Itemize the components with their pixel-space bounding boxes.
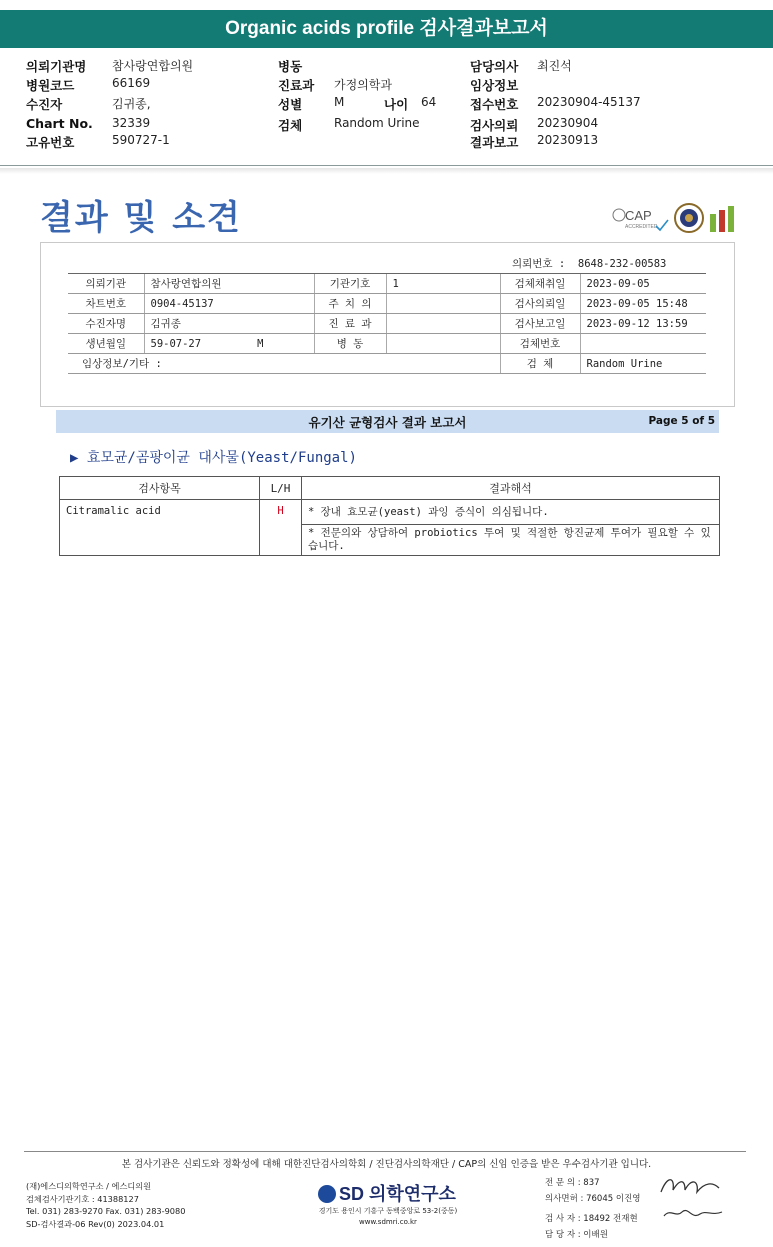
header-value: 참사랑연합의원: [112, 59, 194, 73]
header-label: 수진자: [26, 97, 63, 112]
info-value: [386, 294, 500, 314]
signature-2: [660, 1202, 730, 1228]
header-label: 결과보고: [470, 135, 519, 150]
signature-1: [655, 1172, 727, 1206]
footer-address: 경기도 용인시 기흥구 동백중앙로 53-2(중동) www.sdmri.co.kr: [318, 1207, 458, 1226]
info-value: [386, 314, 500, 334]
header-label: 병동: [278, 59, 303, 74]
info-label: 검체채취일: [500, 274, 580, 294]
header-divider: [0, 165, 773, 166]
section-heading: ▶ 효모균/곰팡이균 대사물(Yeast/Fungal): [70, 450, 357, 466]
lab-logo: [708, 204, 736, 238]
header-value: 32339: [112, 116, 151, 130]
header-label: 검사의뢰: [470, 118, 519, 133]
header-label: 고유번호: [26, 135, 75, 150]
header-value: 20230913: [537, 133, 599, 147]
header-value: 최진석: [537, 59, 572, 73]
header-value: 20230904: [537, 116, 599, 130]
footer-lab-info: (재)에스디의학연구소 / 에스디의원 검체검사기관기호 : 41388127 Tel. 031) 283-9270 Fax. 031) 283-9080 SD-검사결과-06 Rev(0) 2023.04.01: [26, 1181, 186, 1229]
info-value: 2023-09-12 13:59: [580, 314, 706, 334]
col-header-interpretation: 결과해석: [302, 477, 720, 500]
gender-value: M: [257, 337, 264, 350]
info-label: 수진자명: [68, 314, 144, 334]
info-label: 주 치 의: [314, 294, 386, 314]
header-label: Chart No.: [26, 116, 93, 131]
col-header-item: 검사항목: [60, 477, 260, 500]
results-title: 결과 및 소견: [40, 198, 242, 238]
header-label: 진료과: [278, 78, 315, 93]
specimen-value: Random Urine: [580, 354, 706, 374]
info-value: 59-07-27 M: [144, 334, 314, 354]
result-item: Citramalic acid: [60, 500, 260, 556]
footer-signatories: 전 문 의 : 837 의사면허 : 76045 이진영 검 사 자 : 18492 전재현 담 당 자 : 이배원: [545, 1178, 641, 1240]
info-value: [580, 334, 706, 354]
header-label: 병원코드: [26, 78, 75, 93]
info-label: 병 동: [314, 334, 386, 354]
header-value: 66169: [112, 76, 151, 90]
info-label: 검체번호: [500, 334, 580, 354]
svg-text:ACCREDITED: ACCREDITED: [625, 224, 658, 230]
request-number: 의뢰번호 : 8648-232-00583: [512, 258, 667, 270]
clinical-info: 임상정보/기타 :: [68, 354, 500, 374]
info-label: 생년월일: [68, 334, 144, 354]
info-label: 의뢰기관: [68, 274, 144, 294]
info-value: 참사랑연합의원: [144, 274, 314, 294]
age-label: 나이: [384, 97, 409, 112]
page-indicator: Page 5 of 5: [648, 415, 715, 427]
info-value: 2023-09-05: [580, 274, 706, 294]
result-flag: H: [260, 500, 302, 556]
info-label: 검사보고일: [500, 314, 580, 334]
report-bar: [56, 410, 719, 433]
header-value: 590727-1: [112, 133, 170, 147]
header-value: 가정의학과: [334, 78, 392, 92]
seal-logo: [673, 202, 705, 238]
header-label: 접수번호: [470, 97, 519, 112]
info-label: 검사의뢰일: [500, 294, 580, 314]
header-label: 의뢰기관명: [26, 59, 87, 74]
result-table: [59, 476, 720, 556]
info-value: 김귀종: [144, 314, 314, 334]
interpretation-line-1: * 장내 효모균(yeast) 과잉 증식이 의심됩니다.: [302, 500, 720, 525]
cap-logo: [610, 204, 670, 238]
sd-logo: SD 의학연구소: [318, 1180, 456, 1206]
info-value: 0904-45137: [144, 294, 314, 314]
report-bar-title: 유기산 균형검사 결과 보고서: [308, 415, 467, 430]
specimen-label: 검 체: [500, 354, 580, 374]
header-label: 검체: [278, 118, 303, 133]
info-label: 진 료 과: [314, 314, 386, 334]
header-value: 김귀종,: [112, 97, 151, 111]
report-title: Organic acids profile 검사결과보고서: [0, 10, 773, 48]
info-value: [386, 334, 500, 354]
header-value: 20230904-45137: [537, 95, 641, 109]
info-value: 1: [386, 274, 500, 294]
interpretation-line-2: * 전문의와 상담하여 probiotics 투여 및 적절한 항진균제 투여가 필요할 수 있습니다.: [302, 525, 720, 556]
age-value: 64: [421, 95, 437, 109]
col-header-lh: L/H: [260, 477, 302, 500]
header-shadow: [0, 168, 773, 174]
header-value: Random Urine: [334, 116, 420, 130]
header-label: 임상정보: [470, 78, 519, 93]
info-value: 2023-09-05 15:48: [580, 294, 706, 314]
header-label: 성별: [278, 97, 303, 112]
info-label: 기관기호: [314, 274, 386, 294]
info-label: 차트번호: [68, 294, 144, 314]
svg-text:CAP: CAP: [625, 208, 652, 223]
header-label: 담당의사: [470, 59, 519, 74]
footer-divider: [24, 1151, 746, 1152]
patient-info-table: [68, 273, 706, 374]
header-value: M: [334, 95, 345, 109]
footer-note: 본 검사기관은 신뢰도와 정확성에 대해 대한진단검사의학회 / 진단검사의학재단 / CAP의 신임 인증을 받은 우수검사기관 입니다.: [121, 1159, 652, 1170]
